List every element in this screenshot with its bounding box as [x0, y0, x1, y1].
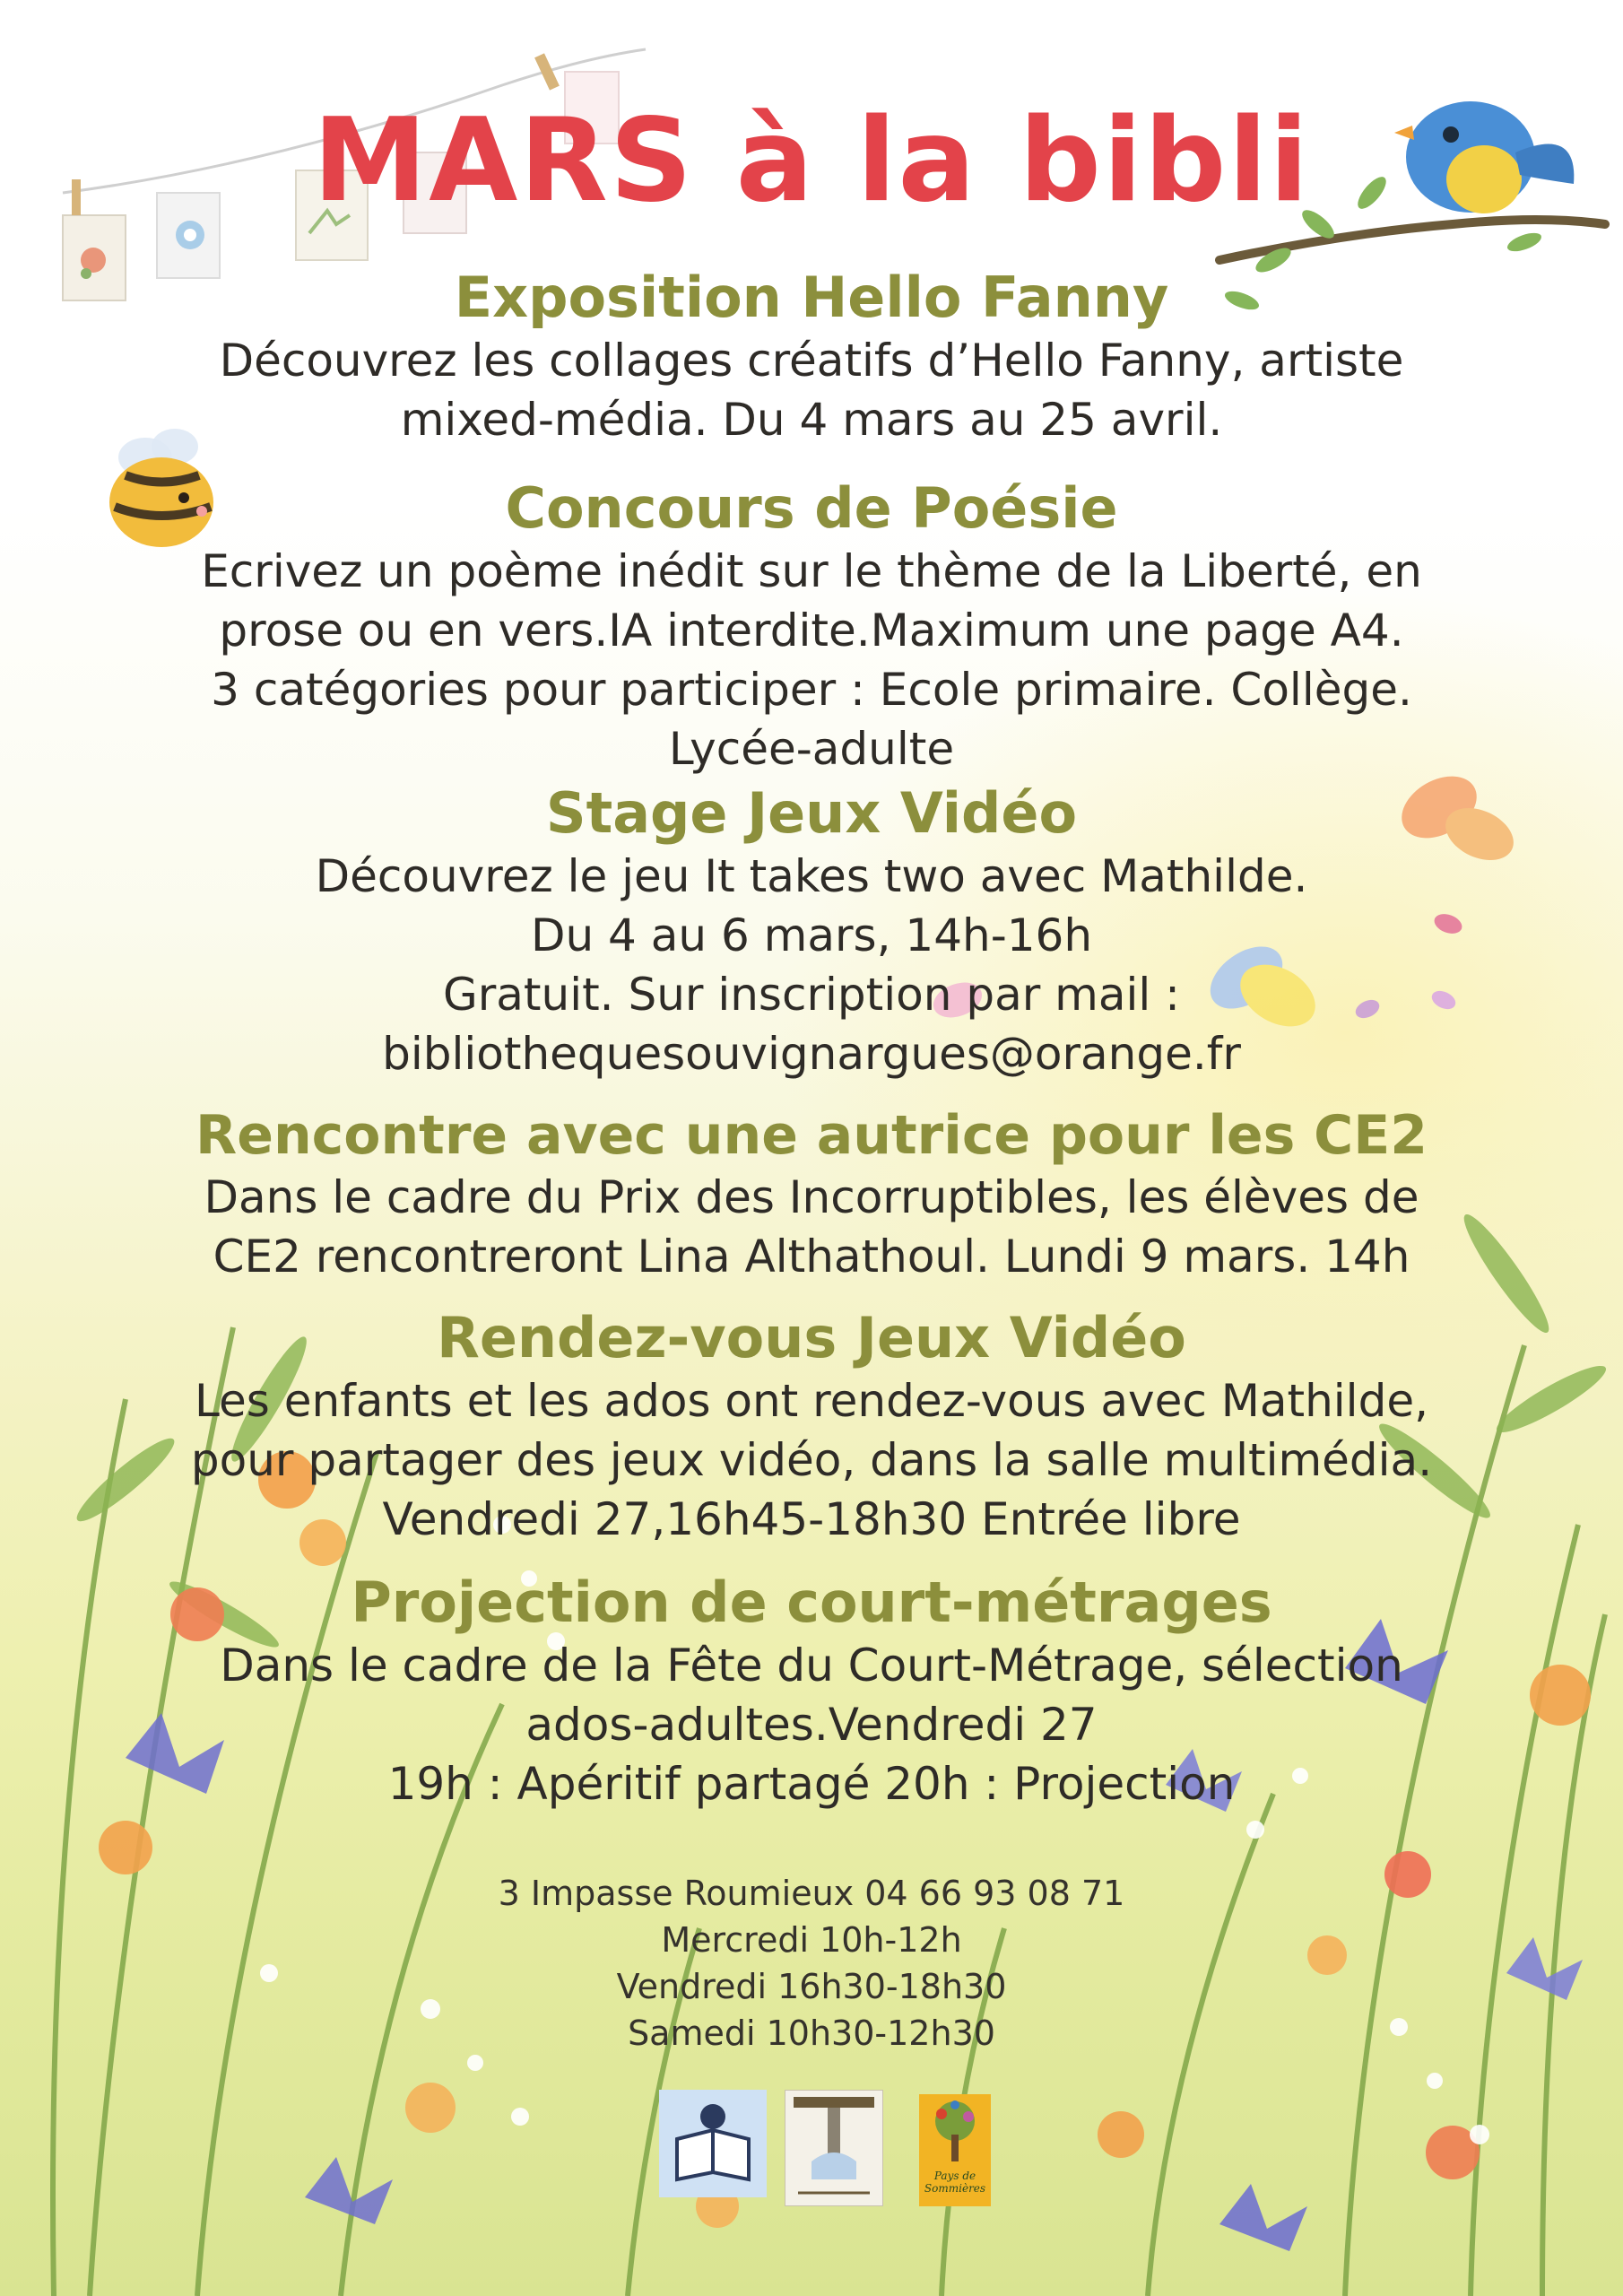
body-line: Du 4 au 6 mars, 14h-16h — [530, 909, 1093, 962]
section-exposition — [108, 265, 1515, 449]
section-body — [108, 542, 1515, 778]
body-line: prose ou en vers.IA interdite.Maximum une page A4. — [219, 604, 1404, 657]
poster-title: MARS à la bibli — [312, 94, 1311, 228]
pays-de-sommieres-logo — [919, 2094, 991, 2206]
section-heading: Rencontre avec une autrice pour les CE2 — [195, 1104, 1428, 1167]
body-line: pour partager des jeux vidéo, dans la salle multimédia. — [190, 1434, 1433, 1487]
section-rendez-vous-jeux-video — [108, 1305, 1515, 1549]
address-hours — [359, 1870, 1264, 2057]
body-line: Gratuit. Sur inscription par mail : — [442, 969, 1181, 1022]
section-heading: Rendez-vous Jeux Vidéo — [437, 1305, 1186, 1370]
body-line: Lycée-adulte — [668, 723, 955, 776]
reader-logo — [659, 2090, 767, 2197]
hours-line: Mercredi 10h-12h — [661, 1920, 962, 1960]
body-line: Découvrez les collages créatifs d’Hello Fanny, artiste — [219, 335, 1404, 387]
section-body — [108, 847, 1515, 1083]
pays-logo-text: Pays de Sommières — [924, 2170, 986, 2195]
section-body — [108, 1371, 1515, 1549]
section-stage-jeux-video — [108, 780, 1515, 1083]
village-logo — [785, 2090, 883, 2206]
body-line: Les enfants et les ados ont rendez-vous avec Mathilde, — [195, 1375, 1428, 1428]
body-line: ados-adultes.Vendredi 27 — [525, 1699, 1098, 1752]
address-line: 3 Impasse Roumieux 04 66 93 08 71 — [498, 1874, 1125, 1913]
hours-line: Samedi 10h30-12h30 — [628, 2013, 995, 2053]
section-concours — [108, 475, 1515, 778]
section-projection — [108, 1570, 1515, 1813]
section-heading: Stage Jeux Vidéo — [545, 780, 1078, 846]
section-heading: Concours de Poésie — [505, 475, 1118, 541]
body-line: Vendredi 27,16h45-18h30 Entrée libre — [382, 1493, 1241, 1546]
section-body — [108, 331, 1515, 449]
body-line: Découvrez le jeu It takes two avec Mathilde. — [315, 850, 1308, 903]
tree-icon — [919, 2094, 991, 2166]
hours-line: Vendredi 16h30-18h30 — [616, 1967, 1007, 2006]
email-link[interactable]: bibliothequesouvignargues@orange.fr — [382, 1028, 1241, 1081]
body-line: Ecrivez un poème inédit sur le thème de la Liberté, en — [201, 545, 1422, 598]
section-body — [108, 1168, 1515, 1286]
section-heading: Exposition Hello Fanny — [454, 265, 1169, 330]
section-body — [108, 1636, 1515, 1813]
body-line: CE2 rencontreront Lina Althathoul. Lundi 9 mars. 14h — [213, 1231, 1410, 1283]
body-line: Dans le cadre du Prix des Incorruptibles, les élèves de — [204, 1171, 1419, 1223]
body-line: mixed-média. Du 4 mars au 25 avril. — [400, 394, 1223, 447]
section-heading: Projection de court-métrages — [351, 1570, 1272, 1635]
body-line: Dans le cadre de la Fête du Court-Métrage, sélection — [220, 1639, 1403, 1692]
body-line: 3 catégories pour participer : Ecole primaire. Collège. — [211, 664, 1412, 717]
section-rencontre-autrice — [108, 1103, 1515, 1286]
body-line: 19h : Apéritif partagé 20h : Projection — [387, 1758, 1236, 1811]
